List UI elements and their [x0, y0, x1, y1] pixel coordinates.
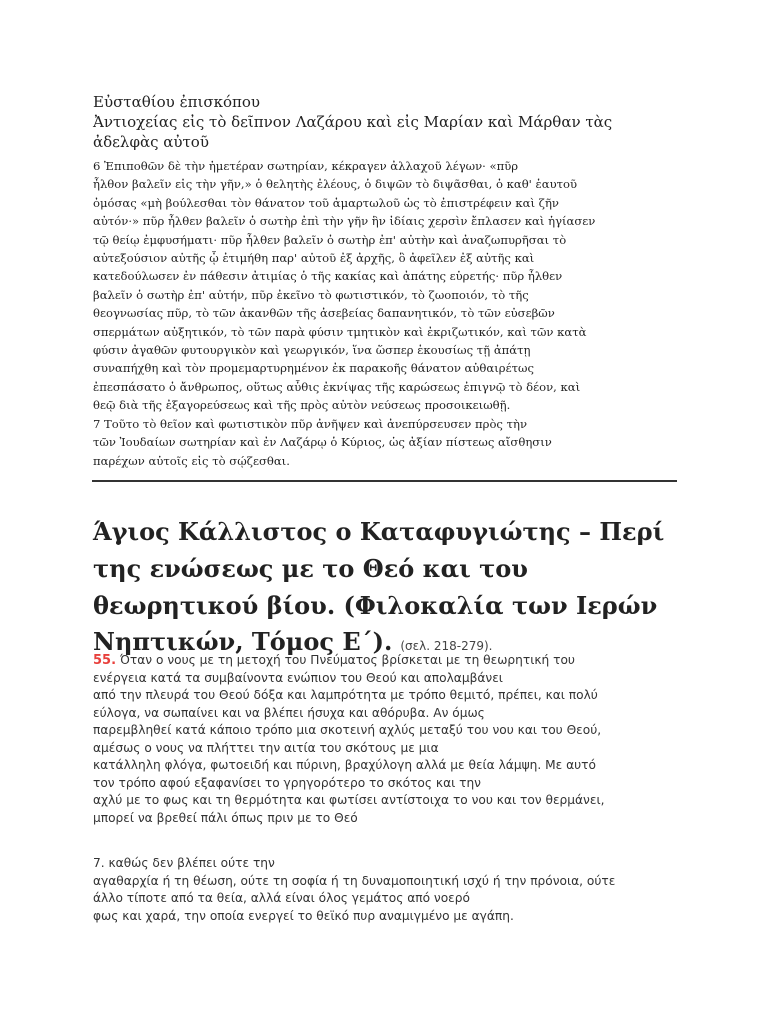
- body-line: ὀμόσας «μὴ βούλεσθαι τὸν θάνατον τοῦ ἁμαρτωλοῦ ὡς τὸ ἐπιστρέφειν καὶ ζῆν: [93, 195, 559, 210]
- body-line: ἦλθον βαλεῖν εἰς τὴν γῆν,» ὁ θελητὴς ἐλέους, ὁ διψῶν τὸ διψᾶσθαι, ὁ καθ' ἑαυτοῦ: [93, 177, 578, 192]
- section3-body: [93, 855, 615, 925]
- body-first-line: [93, 652, 604, 670]
- body-line: τῶν Ἰουδαίων σωτηρίαν καὶ ἐν Λαζάρῳ ὁ Κύριος, ὡς ἀξίαν πίστεως αἴσθησιν: [93, 435, 552, 450]
- section1-body: [93, 157, 595, 470]
- body-line: εύλογα, να σωπαίνει και να βλέπει ήσυχα και αθόρυβα. Αν όμως: [93, 705, 485, 720]
- page-reference: (σελ. 218-279).: [400, 639, 493, 654]
- body-line: αὐτόν·» πῦρ ἦλθεν βαλεῖν ὁ σωτὴρ ἐπὶ τὴν γῆν ἣν ἰδίαις χερσὶν ἔπλασεν καὶ ἡγίασεν: [93, 214, 596, 229]
- body-line: φύσιν ἀγαθῶν φυτουργικὸν καὶ γεωργικόν, ἵνα ὥσπερ ἑκουσίως τῇ ἀπάτῃ: [93, 343, 531, 358]
- body-line: από την πλευρά του Θεού δόξα και λαμπρότητα με τρόπο θεμιτό, πρέπει, και πολύ: [93, 688, 598, 702]
- body-line: Όταν ο νους με τη μετοχή του Πνεύματος βρίσκεται με τη θεωρητική του: [120, 653, 575, 667]
- section1-heading-line: Ἀντιοχείας εἰς τὸ δεῖπνον Λαζάρου καὶ εἰς Μαρίαν καὶ Μάρθαν τὰς: [93, 113, 613, 131]
- body-line: θεῷ διὰ τῆς ἐξαγορεύσεως καὶ τῆς πρὸς αὐτὸν νεύσεως προσοικειωθῇ.: [93, 398, 511, 413]
- section2-heading-line: Άγιος Κάλλιστος ο Καταφυγιώτης – Περί: [93, 517, 665, 546]
- body-line: 7 Τοῦτο τὸ θεῖον καὶ φωτιστικὸν πῦρ ἀνῆψεν καὶ ἀνεπύρσευσεν πρὸς τὴν: [93, 416, 528, 431]
- section2-heading-line: θεωρητικού βίου. (Φιλοκαλία των Ιερών: [93, 590, 658, 620]
- section2-heading-line: Νηπτικών, Τόμος Ε΄).: [93, 627, 393, 657]
- section2-body: [93, 652, 604, 827]
- body-line: θεογνωσίας πῦρ, τὸ τῶν ἀκανθῶν τῆς ἀσεβείας δαπανητικόν, τὸ τῶν εὐσεβῶν: [93, 306, 555, 321]
- body-line: αμέσως ο νους να πλήττει την αιτία του σκότους με μια: [93, 740, 439, 755]
- body-line: ενέργεια κατά τα συμβαίνοντα ενώπιον του Θεού και απολαμβάνει: [93, 670, 503, 685]
- body-line: αχλύ με το φως και τη θερμότητα και φωτίσει αντίστοιχα το νου και τον θερμάνει,: [93, 793, 605, 807]
- body-line: κατεδούλωσεν ἐν πάθεσιν ἀτιμίας ὁ τῆς κακίας καὶ ἀπάτης εὑρετής· πῦρ ἦλθεν: [93, 269, 563, 284]
- body-line: αὐτεξούσιον αὐτῆς ᾧ ἐτιμήθη παρ' αὐτοῦ ἐξ ἀρχῆς, ὃ ἀφεῖλεν ἐξ αὐτῆς καὶ: [93, 251, 535, 266]
- body-line: συναπήχθη καὶ τὸν προμεμαρτυρημένον ἐκ παρακοῆς θάνατον αὐθαιρέτως: [93, 361, 534, 376]
- body-line: τον τρόπο αφού εξαφανίσει το γρηγορότερο το σκότος και την: [93, 775, 481, 790]
- paragraph-number: 55.: [93, 653, 117, 668]
- body-line: 7. καθώς δεν βλέπει ούτε την: [93, 856, 275, 870]
- body-line: άλλο τίποτε από τα θεία, αλλά είναι όλος γεμάτος από νοερό: [93, 891, 470, 905]
- section1-heading: [93, 92, 612, 152]
- section1-heading-line: Εὐσταθίου ἐπισκόπου: [93, 93, 261, 111]
- body-line: 6 Ἐπιποθῶν δὲ τὴν ἡμετέραν σωτηρίαν, κέκραγεν ἀλλαχοῦ λέγων· «πῦρ: [93, 159, 519, 173]
- body-line: φως και χαρά, την οποία ενεργεί το θεϊκό πυρ αναμιγμένο με αγάπη.: [93, 908, 514, 923]
- horizontal-divider: [92, 480, 677, 482]
- section2-heading-line: της ενώσεως με το Θεό και του: [93, 553, 528, 583]
- section2-heading: [93, 514, 664, 665]
- body-line: αγαθαρχία ή τη θέωση, ούτε τη σοφία ή τη δυναμοποιητική ισχύ ή την πρόνοια, ούτε: [93, 873, 616, 888]
- body-line: μπορεί να βρεθεί πάλι όπως πριν με το Θεό: [93, 810, 358, 825]
- body-line: ἐπεσπάσατο ὁ ἄνθρωπος, οὕτως αὖθις ἐκνίψας τῆς καρώσεως ἐπιγνῷ τὸ δέον, καὶ: [93, 379, 581, 394]
- body-line: παρέχων αὐτοῖς εἰς τὸ σῴζεσθαι.: [93, 453, 290, 468]
- section1-heading-line: ἀδελφὰς αὐτοῦ: [93, 133, 209, 151]
- body-line: τῷ θείῳ ἐμφυσήματι· πῦρ ἦλθεν βαλεῖν ὁ σωτὴρ ἐπ' αὐτὴν καὶ ἀναζωπυρῆσαι τὸ: [93, 232, 567, 247]
- body-line: παρεμβληθεί κατά κάποιο τρόπο μια σκοτεινή αχλύς μεταξύ του νου και του Θεού,: [93, 723, 602, 737]
- body-line: κατάλληλη φλόγα, φωτοειδή και πύρινη, βραχύλογη αλλά με θεία λάμψη. Με αυτό: [93, 758, 596, 772]
- body-line: βαλεῖν ὁ σωτὴρ ἐπ' αὐτήν, πῦρ ἐκεῖνο τὸ φωτιστικόν, τὸ ζωοποιόν, τὸ τῆς: [93, 287, 529, 302]
- body-line: σπερμάτων αὐξητικόν, τὸ τῶν παρὰ φύσιν τμητικὸν καὶ ἐκριζωτικόν, καὶ τῶν κατὰ: [93, 324, 587, 339]
